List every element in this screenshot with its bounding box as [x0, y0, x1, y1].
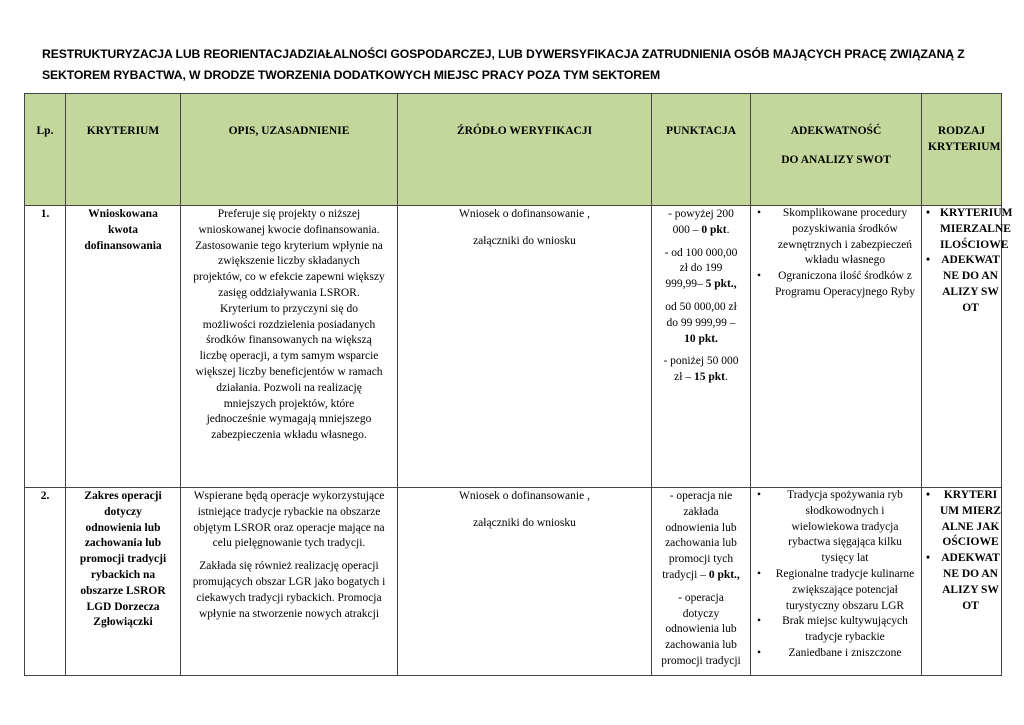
- bullet-icon: •: [926, 489, 931, 501]
- rodzaj-item: • ADEKWATNE DO ANALIZY SWOT: [926, 254, 1000, 314]
- swot-item: • Zaniedbane i zniszczone: [751, 646, 921, 662]
- cell-swot: [751, 488, 922, 676]
- cell-rodzaj: [922, 206, 1013, 488]
- zrodlo-line: załączniki do wniosku: [473, 234, 576, 247]
- cell-rodzaj: [922, 488, 1002, 676]
- zrodlo-line: Wniosek o dofinansowanie ,: [459, 490, 590, 502]
- cell-swot: [751, 206, 922, 488]
- punktacja-item: - poniżej 50 000 zł – 15 pkt.: [663, 355, 739, 384]
- bullet-icon: •: [757, 207, 762, 219]
- punktacja-item: - od 100 000,00 zł do 199 999,99– 5 pkt.,: [664, 246, 738, 291]
- header-punktacja: PUNKTACJA: [652, 94, 751, 206]
- bullet-icon: •: [757, 615, 762, 628]
- cell-zrodlo: [398, 488, 652, 676]
- bullet-icon: •: [926, 254, 931, 267]
- swot-item: • Skomplikowane procedury pozyskiwania środków zewnętrznych i zabezpieczeń wkładu własnego: [757, 207, 913, 267]
- header-rodzaj: RODZAJ KRYTERIUM: [922, 94, 1002, 206]
- bullet-icon: •: [926, 552, 931, 565]
- page-title: RESTRUKTURYZACJA LUB REORIENTACJADZIAŁALNOŚCI GOSPODARCZEJ, LUB DYWERSYFIKACJA ZATRUDNIENIA OSÓB MAJĄCYCH PRACĘ ZWIĄZANĄ Z SEKTOREM RYBACTWA, W DRODZE TWORZENIA DODATKOWYCH MIEJSC PRACY POZA TYM SEKTOREM: [42, 47, 965, 82]
- cell-zrodlo: [398, 206, 652, 488]
- swot-item: • Ograniczona ilość środków z Programu Operacyjnego Ryby: [757, 270, 916, 298]
- zrodlo-line: Wniosek o dofinansowanie ,: [459, 208, 590, 220]
- cell-punktacja: [652, 206, 751, 488]
- cell-punktacja: [652, 488, 751, 676]
- rodzaj-item: • ADEKWATNE DO ANALIZY SWOT: [926, 552, 1000, 612]
- opis-paragraph: Zakłada się również realizację operacji promujących obszar LGR jako bogatych i ciekawych tradycji rybackich. Promocja wpłynie na stworzenie nowych atrakcji: [192, 560, 386, 620]
- swot-item: • Regionalne tradycje kulinarne zwiększające potencjał turystyczny obszaru LGR: [757, 567, 915, 612]
- header-zrodlo: ŹRÓDŁO WERYFIKACJI: [398, 94, 652, 206]
- cell-lp: 2.: [25, 488, 66, 676]
- punktacja-item: - operacja dotyczy odnowienia lub zachowania lub promocji tradycji: [661, 591, 741, 667]
- punktacja-item: od 50 000,00 zł do 99 999,99 – 10 pkt.: [665, 300, 737, 345]
- cell-kryterium: Zakres operacji dotyczy odnowienia lub zachowania lub promocji tradycji rybackich na obszarze LSROR LGD Dorzecza Zgłowiączki: [66, 488, 181, 676]
- table-row: [25, 488, 1002, 676]
- zrodlo-line: załączniki do wniosku: [473, 516, 576, 529]
- bullet-icon: •: [757, 567, 762, 580]
- opis-paragraph: Preferuje się projekty o niższej wnioskowanej kwocie dofinansowania. Zastosowanie tego kryterium wpłynie na zwiększenie liczby składanych projektów, co w efekcie zapewni większy zasięg oddziaływania LSROR. Kryterium to przyczyni się do możliwości rozdzielenia posiadanych środków finansowanych na większą liczbę operacji, a tym samym wsparcie większej liczby beneficjentów w ramach działania. Pozwoli na realizację mniejszych projektów, które jednocześnie wymagają mniejszego zabezpieczenia wkładu własnego.: [193, 208, 385, 442]
- header-lp: Lp.: [25, 94, 66, 206]
- swot-item: • Tradycja spożywania ryb słodkowodnych i wielowiekowa tradycja rybactwa sięgająca kilku tysięcy lat: [757, 489, 903, 565]
- table-row: [25, 206, 1002, 488]
- cell-kryterium: Wnioskowana kwota dofinansowania: [66, 206, 181, 488]
- cell-lp: 1.: [25, 206, 66, 488]
- bullet-icon: •: [926, 207, 931, 219]
- header-adekwatnosc: ADEKWATNOŚĆ DO ANALIZY SWOT: [751, 94, 922, 206]
- rodzaj-item: • KRYTERIUM MIERZALNE ILOŚCIOWE: [926, 207, 1013, 251]
- header-opis: OPIS, UZASADNIENIE: [181, 94, 398, 206]
- swot-item: • Brak miejsc kultywujących tradycje rybackie: [757, 615, 908, 644]
- cell-opis: [181, 206, 398, 488]
- criteria-table: [24, 93, 1013, 676]
- bullet-icon: •: [757, 646, 762, 659]
- bullet-icon: •: [757, 270, 762, 283]
- header-row: [25, 94, 1002, 206]
- punktacja-item: - operacja nie zakłada odnowienia lub zachowania lub promocji tych tradycji – 0 pkt.,: [662, 490, 740, 581]
- punktacja-item: - powyżej 200 000 – 0 pkt.: [668, 208, 734, 236]
- bullet-icon: •: [757, 489, 762, 501]
- cell-opis: [181, 488, 398, 676]
- opis-paragraph: Wspierane będą operacje wykorzystujące istniejące tradycje rybackie na obszarze objętym LSROR oraz operacje mające na celu pielęgnowanie tych tradycji.: [193, 490, 385, 550]
- rodzaj-item: • KRYTERIUM MIERZALNE JAKOŚCIOWE: [926, 489, 1002, 549]
- header-kryterium: KRYTERIUM: [66, 94, 181, 206]
